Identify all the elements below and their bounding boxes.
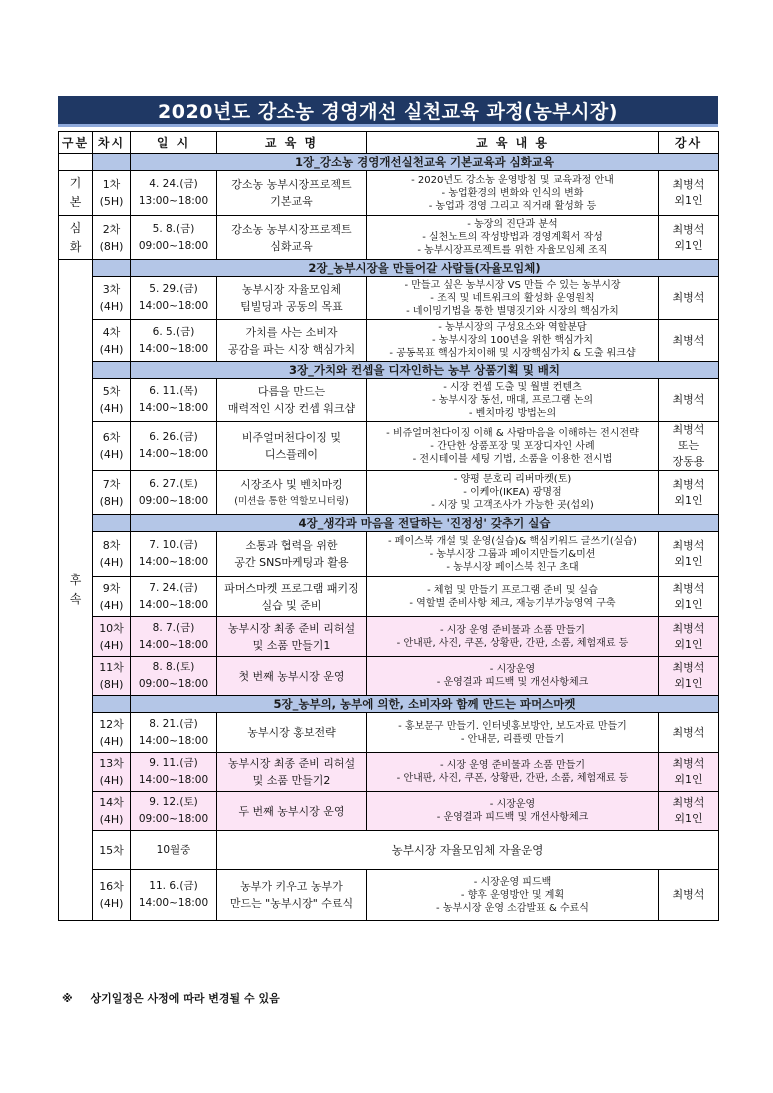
instructor-cell [659,422,719,471]
content-cell [367,657,659,696]
session-number: 11차 [99,661,124,674]
session-time: 14:00~18:00 [138,556,209,568]
course-line: 공간 SNS마케팅과 활용 [234,556,349,569]
table-row [59,657,719,696]
header-date: 일 시 [131,132,217,154]
table-row [59,713,719,753]
session-cell [93,617,131,657]
date-cell [131,216,217,260]
content-line: - 농업환경의 변화와 인식의 변화 [441,187,584,199]
instructor-line: 최병석 [672,477,705,491]
header-course: 교 육 명 [217,132,367,154]
content-line: - 이케아(IKEA) 광명점 [463,487,562,498]
course-cell [217,277,367,320]
session-day: 6. 11.(목) [149,385,198,397]
session-time: 09:00~18:00 [138,239,209,252]
instructor-cell [659,870,719,921]
instructor-cell [659,277,719,320]
table-row [59,870,719,921]
date-cell [131,792,217,831]
course-cell [217,471,367,515]
course-line: 공감을 파는 시장 핵심가치 [227,342,356,356]
content-line: - 시장운영 [489,664,536,675]
header-session: 차시 [93,132,131,154]
instructor-line: 최병석 [672,333,705,347]
session-day: 6. 26.(금) [149,431,198,443]
content-cell [367,792,659,831]
section-blank-cell [93,260,131,277]
instructor-line: 최병석 [672,888,705,901]
section-blank-cell [93,362,131,379]
instructor-line: 외1인 [674,812,703,825]
table-row [59,617,719,657]
session-number: 4차 [102,325,121,339]
course-line: 가치를 사는 소비자 [245,325,338,339]
section-blank-cell [93,515,131,532]
instructor-line: 최병석 [672,661,705,674]
course-line: 농부시장 최종 준비 리허설 [227,757,356,770]
category-char: 속 [69,592,82,606]
content-line: - 시장 운영 준비물과 소품 만들기 [439,760,586,771]
content-line: - 만들고 싶은 농부시장 VS 만들 수 있는 농부시장 [404,279,621,291]
course-line: 매력적인 시장 컨셉 워크샵 [227,402,356,415]
section-title: 1장_강소농 경영개선실천교육 기본교육과 심화교육 [131,154,719,171]
session-hours: (8H) [99,678,124,691]
session-number: 7차 [102,477,121,491]
section-row [59,260,719,277]
instructor-line: 최병석 [672,393,705,406]
session-cell [93,792,131,831]
content-line: - 농부시장 그룹과 페이지만들기&미션 [429,548,596,560]
course-line: 농부시장 홍보전략 [247,726,336,739]
course-cell [217,532,367,577]
session-day: 8. 21.(금) [149,717,198,730]
content-line: - 농부시장프로젝트를 위한 자율모임체 조직 [417,245,608,256]
session-number: 12차 [99,717,124,731]
instructor-cell [659,379,719,422]
course-line: (미션을 통한 역할모니터링) [234,495,349,507]
session-number: 15차 [99,843,124,857]
content-cell [367,471,659,515]
instructor-cell [659,532,719,577]
session-hours: (4H) [99,734,124,748]
content-line: - 페이스북 개설 및 운영(실습)& 핵심키워드 글쓰기(실습) [388,535,637,547]
content-line: - 역할별 준비사항 체크, 재능기부가능영역 구축 [409,597,616,609]
section-row [59,515,719,532]
section-title: 3장_가치와 컨셉을 디자인하는 농부 상품기획 및 배치 [131,362,719,379]
date-cell [131,713,217,753]
content-line: - 비쥬얼머천다이징 이해 & 사람마음을 이해하는 전시전략 [386,427,639,439]
course-cell [217,171,367,216]
course-cell [217,422,367,471]
table-row [59,471,719,515]
content-line: - 간단한 상품포장 및 포장디자인 사례 [430,440,595,452]
session-cell [93,657,131,696]
instructor-line: 외1인 [674,637,703,651]
instructor-cell [659,471,719,515]
course-line: 농부시장 자율모임체 [241,283,342,296]
session-number: 10차 [99,621,124,635]
session-cell [93,577,131,617]
date-cell [131,379,217,422]
session-cell [93,216,131,260]
table-row [59,171,719,216]
session-time: 09:00~18:00 [138,494,209,507]
content-cell [367,617,659,657]
content-line: - 운영결과 피드백 및 개선사항체크 [436,677,589,688]
content-cell [367,216,659,260]
session-number: 13차 [99,757,124,770]
content-line: - 농장의 진단과 분석 [467,219,558,230]
course-line: 비주얼머천다이징 및 [241,431,342,444]
content-line: - 시장 컨셉 도출 및 월별 컨텐츠 [443,381,582,393]
session-hours: (4H) [99,300,124,313]
category-cell-follow [59,260,93,921]
instructor-line: 외1인 [674,194,703,207]
session-time: 14:00~18:00 [138,402,209,414]
instructor-cell [659,753,719,792]
category-char: 후 [69,573,82,587]
session-number: 16차 [99,880,124,893]
table-row [59,277,719,320]
course-line: 팀빌딩과 공동의 목표 [240,300,343,313]
course-line: 강소농 농부시장프로젝트 [231,178,352,191]
course-line: 강소농 농부시장프로젝트 [231,222,352,236]
course-line: 디스플레이 [264,448,319,461]
content-line: - 벤치마킹 방법논의 [468,407,557,419]
date-cell [131,422,217,471]
session-time: 14:00~18:00 [138,448,209,460]
content-line: - 시장운영 피드백 [473,876,552,888]
date-cell [131,320,217,362]
instructor-line: 장동용 [672,455,705,468]
category-char: 화 [69,239,82,254]
session-day: 5. 8.(금) [152,222,195,235]
header-content: 교 육 내 용 [367,132,659,154]
course-cell [217,792,367,831]
table-row [59,422,719,471]
content-line: - 시장 및 고객조사가 가능한 곳(섭외) [431,500,594,511]
course-line: 기본교육 [270,195,313,208]
course-line: 및 소품 만들기1 [252,638,331,652]
section-blank-cell [93,154,131,171]
session-day: 11. 6.(금) [149,880,198,892]
instructor-line: 최병석 [672,423,705,436]
footnote [62,990,280,1006]
section-title: 4장_생각과 마음을 전달하는 '진정성' 갖추기 실습 [131,515,719,532]
merged-cell: 농부시장 자율모임체 자율운영 [217,831,719,870]
content-cell [367,577,659,617]
content-line: - 농업과 경영 그리고 직거래 활성화 등 [428,200,597,212]
session-day: 7. 24.(금) [149,581,198,594]
table-row [59,216,719,260]
instructor-line: 외1인 [674,555,703,568]
content-line: - 안내문, 리플렛 만들기 [460,733,565,745]
session-day: 5. 29.(금) [149,283,198,295]
session-time: 14:00~18:00 [138,897,209,909]
session-time: 13:00~18:00 [138,195,209,207]
date-cell [131,753,217,792]
session-number: 14차 [99,796,124,809]
section-blank-cell [59,154,93,171]
session-number: 9차 [102,581,121,595]
instructor-line: 외1인 [674,597,703,611]
session-day: 6. 27.(토) [149,477,198,490]
session-time: 14:00~18:00 [138,300,209,312]
course-cell [217,713,367,753]
course-cell [217,379,367,422]
date-cell [131,532,217,577]
content-line: - 농부시장의 구성요소와 역할분담 [438,322,587,333]
instructor-cell [659,792,719,831]
instructor-line: 최병석 [672,725,705,739]
table-row [59,379,719,422]
content-cell [367,171,659,216]
session-time: 14:00~18:00 [138,734,209,747]
content-cell [367,870,659,921]
content-line: - 양평 문호리 리버마켓(토) [453,474,572,485]
session-time: 14:00~18:00 [138,342,209,355]
content-cell [367,320,659,362]
course-cell [217,577,367,617]
course-line: 실습 및 준비 [261,598,322,612]
content-cell [367,379,659,422]
session-number: 6차 [102,431,121,444]
category-char: 본 [69,195,82,209]
content-line: - 안내판, 사진, 쿠폰, 상황판, 간판, 소품, 체험재료 등 [396,773,629,784]
course-line: 첫 번째 농부시장 운영 [238,669,345,683]
instructor-line: 최병석 [672,757,705,770]
instructor-line: 최병석 [672,222,705,236]
session-day: 6. 5.(금) [152,325,195,338]
session-time: 14:00~18:00 [138,598,209,611]
session-cell [93,831,131,870]
instructor-line: 최병석 [672,796,705,809]
content-line: - 네이밍기법을 통한 별명짓기와 시장의 핵심가치 [406,305,619,317]
session-hours: (4H) [99,813,124,826]
session-number: 5차 [102,385,121,398]
content-cell [367,422,659,471]
instructor-cell [659,713,719,753]
content-line: - 향후 운영방안 및 계획 [460,889,565,901]
footnote-mark: ※ [62,992,73,1005]
session-time: 14:00~18:00 [138,774,209,786]
content-line: - 전시테이블 세팅 기법, 소품을 이용한 전시법 [412,453,613,465]
instructor-cell [659,216,719,260]
course-cell [217,320,367,362]
content-line: - 농부시장의 100년을 위한 핵심가치 [432,335,593,346]
session-cell [93,277,131,320]
session-number: 3차 [102,283,121,296]
course-line: 소통과 협력을 위한 [245,539,338,552]
content-line: - 조직 및 네트워크의 활성화 운영원칙 [430,292,595,304]
page-title: 2020년도 강소농 경영개선 실천교육 과정(농부시장) [58,96,718,127]
course-line: 두 번째 농부시장 운영 [238,804,345,818]
instructor-line: 최병석 [672,178,705,191]
content-line: - 농부시장 운영 소감발표 & 수료식 [436,902,589,914]
course-line: 시장조사 및 벤치마킹 [240,477,343,491]
section-row [59,696,719,713]
date-cell [131,617,217,657]
session-cell [93,379,131,422]
category-char: 심 [69,220,82,235]
table-row [59,831,719,870]
session-day: 4. 24.(금) [149,178,198,190]
session-cell [93,171,131,216]
content-line: - 홍보문구 만들기. 인터넷홍보방안, 보도자료 만들기 [398,720,627,732]
category-cell-advanced [59,216,93,260]
session-hours: (4H) [99,448,124,461]
content-cell [367,532,659,577]
header-category: 구분 [59,132,93,154]
session-time: 14:00~18:00 [138,638,209,651]
session-time: 09:00~18:00 [138,813,209,825]
content-line: - 농부시장 동선, 매대, 프로그램 논의 [431,394,594,406]
content-line: - 시장운영 [489,799,536,810]
session-cell [93,753,131,792]
content-line: - 운영결과 피드백 및 개선사항체크 [436,812,589,823]
session-number: 8차 [102,539,121,552]
course-cell [217,657,367,696]
content-line: - 농부시장 페이스북 친구 초대 [446,561,579,573]
session-cell [93,471,131,515]
course-cell [217,870,367,921]
footnote-text: 상기일정은 사정에 따라 변경될 수 있음 [90,992,280,1005]
category-cell-basic [59,171,93,216]
instructor-line: 최병석 [672,291,705,304]
table-row [59,792,719,831]
instructor-cell [659,320,719,362]
course-line: 다름을 만드는 [257,385,326,398]
table-row [59,532,719,577]
session-day: 9. 12.(토) [149,796,198,808]
session-cell [93,422,131,471]
content-cell [367,753,659,792]
instructor-cell [659,171,719,216]
table-row [59,577,719,617]
course-line: 및 소품 만들기2 [252,774,331,787]
session-hours: (4H) [99,598,124,612]
course-cell [217,753,367,792]
course-cell [217,216,367,260]
content-line: - 안내판, 사진, 쿠폰, 상황판, 간판, 소품, 체험재료 등 [396,637,629,649]
category-char: 기 [69,176,82,190]
course-line: 농부가 키우고 농부가 [240,880,343,893]
session-hours: (8H) [99,239,124,253]
content-cell [367,277,659,320]
session-cell [93,870,131,921]
header-row [59,132,719,154]
content-cell [367,713,659,753]
instructor-line: 외1인 [674,677,703,690]
instructor-line: 외1인 [674,238,703,252]
session-day: 9. 11.(금) [149,757,198,769]
session-day: 7. 10.(금) [149,539,198,551]
course-line: 심화교육 [270,239,313,253]
content-line: - 체험 및 만들기 프로그램 준비 및 실습 [427,584,598,596]
course-cell [217,617,367,657]
session-hours: (4H) [99,897,124,910]
session-day: 8. 8.(토) [152,661,195,673]
table-row [59,320,719,362]
session-hours: (5H) [99,195,124,208]
session-hours: (4H) [99,556,124,569]
header-instructor: 강사 [659,132,719,154]
session-hours: (4H) [99,774,124,787]
section-title: 5장_농부의, 농부에 의한, 소비자와 함께 만드는 파머스마켓 [131,696,719,713]
course-line: 만드는 "농부시장" 수료식 [229,897,354,910]
session-time: 09:00~18:00 [138,678,209,690]
date-cell [131,831,217,870]
session-hours: (4H) [99,342,124,356]
date-cell [131,577,217,617]
instructor-line: 최병석 [672,621,705,635]
instructor-line: 최병석 [672,539,705,552]
instructor-line: 외1인 [674,493,703,507]
table-row [59,753,719,792]
session-hours: (4H) [99,638,124,652]
session-number: 1차 [102,178,121,191]
session-cell [93,713,131,753]
instructor-line: 외1인 [674,773,703,786]
section-blank-cell [93,696,131,713]
instructor-line: 최병석 [672,581,705,595]
session-cell [93,532,131,577]
course-line: 농부시장 최종 준비 리허설 [227,621,356,635]
section-title: 2장_농부시장을 만들어갈 사람들(자율모임체) [131,260,719,277]
session-day: 8. 7.(금) [152,621,195,634]
session-hours: (4H) [99,402,124,415]
date-cell [131,171,217,216]
content-line: - 공동목표 핵심가치이해 및 시장핵심가치 & 도출 워크샵 [389,348,636,359]
session-number: 2차 [102,222,121,236]
session-cell [93,320,131,362]
session-day: 10월중 [156,843,191,856]
content-line: - 실천노트의 작성방법과 경영계획서 작성 [422,232,603,243]
instructor-line: 또는 [677,439,700,452]
content-line: - 2020년도 강소농 운영방침 및 교육과정 안내 [411,174,614,186]
instructor-cell [659,657,719,696]
section-row [59,154,719,171]
instructor-cell [659,617,719,657]
date-cell [131,277,217,320]
course-line: 파머스마켓 프로그램 패키징 [224,581,359,595]
section-row [59,362,719,379]
instructor-cell [659,577,719,617]
schedule-table [58,131,719,921]
date-cell [131,657,217,696]
content-line: - 시장 운영 준비물과 소품 만들기 [439,624,586,636]
date-cell [131,870,217,921]
session-hours: (8H) [99,494,124,508]
date-cell [131,471,217,515]
